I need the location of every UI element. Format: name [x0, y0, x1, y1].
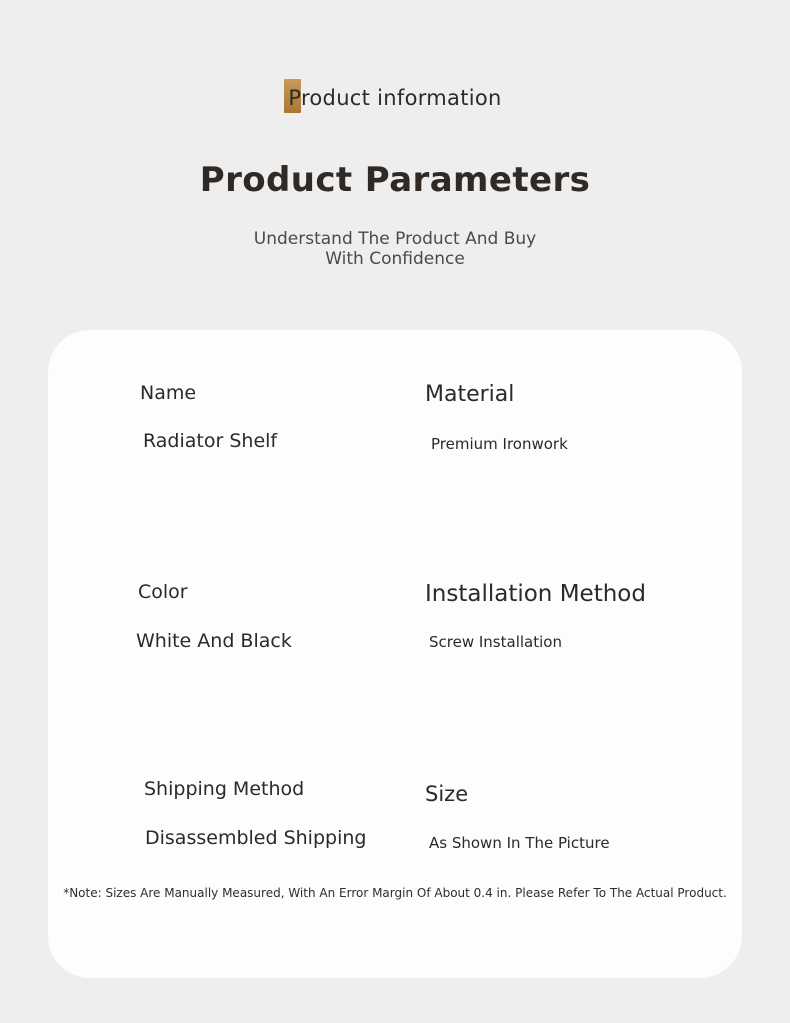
spec-item-name — [48, 382, 395, 453]
measurement-note: *Note: Sizes Are Manually Measured, With An Error Margin Of About 0.4 in. Please Refer To The Actual Product. — [63, 886, 727, 900]
spec-item-installation-method — [395, 453, 742, 652]
page-subtitle: Understand The Product And Buy With Confidence — [253, 229, 537, 269]
spec-value: White And Black — [136, 630, 292, 652]
spec-label: Color — [138, 581, 188, 603]
spec-label: Installation Method — [425, 581, 646, 607]
spec-item-size — [395, 652, 742, 852]
spec-card — [48, 330, 742, 978]
spec-label: Name — [140, 382, 197, 404]
spec-value: Screw Installation — [429, 633, 562, 651]
spec-row — [48, 382, 742, 453]
spec-grid — [48, 330, 742, 852]
spec-label: Shipping Method — [144, 778, 305, 800]
spec-item-color — [48, 453, 395, 652]
spec-value: Radiator Shelf — [143, 430, 278, 452]
spec-row — [48, 453, 742, 652]
spec-item-shipping-method — [48, 652, 395, 852]
eyebrow-text: Product information — [288, 86, 502, 110]
spec-label: Material — [425, 382, 515, 407]
spec-row — [48, 652, 742, 852]
spec-label: Size — [425, 782, 469, 806]
spec-value: Premium Ironwork — [431, 435, 568, 453]
spec-value: As Shown In The Picture — [429, 834, 610, 852]
header — [0, 0, 790, 269]
eyebrow-wrapper — [288, 86, 501, 110]
spec-value: Disassembled Shipping — [145, 827, 367, 849]
page-title: Product Parameters — [199, 160, 591, 200]
spec-item-material — [395, 382, 742, 453]
